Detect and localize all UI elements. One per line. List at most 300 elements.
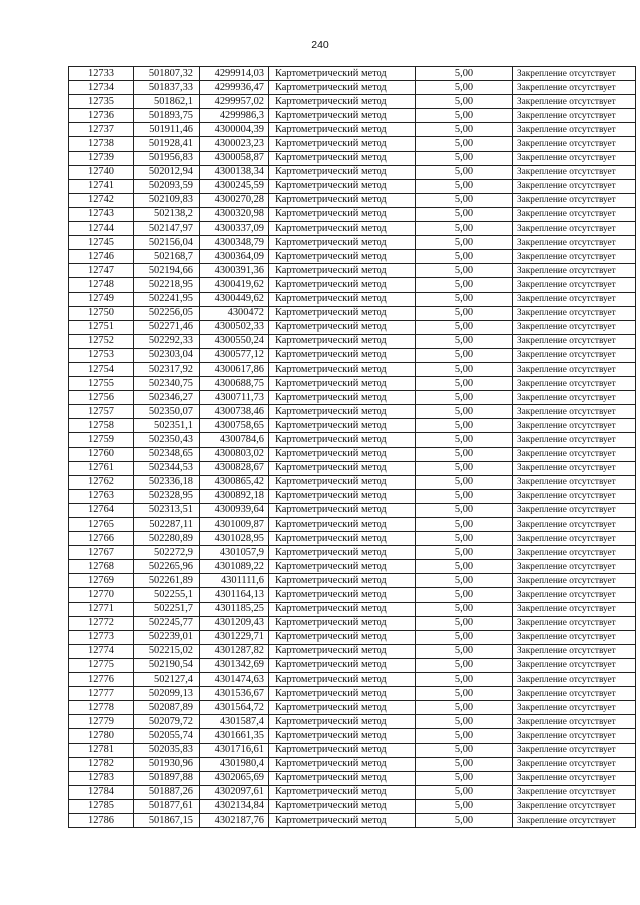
fixing-description-cell: Закрепление отсутствует (513, 137, 636, 151)
method-cell: Картометрический метод (269, 503, 416, 517)
method-cell: Картометрический метод (269, 729, 416, 743)
point-number-cell: 12786 (69, 813, 134, 827)
y-coordinate-cell: 4301164,13 (200, 588, 269, 602)
x-coordinate-cell: 502317,92 (134, 362, 200, 376)
point-number-cell: 12747 (69, 264, 134, 278)
y-coordinate-cell: 4301536,67 (200, 687, 269, 701)
method-cell: Картометрический метод (269, 588, 416, 602)
point-number-cell: 12734 (69, 81, 134, 95)
y-coordinate-cell: 4302065,69 (200, 771, 269, 785)
table-row (69, 630, 636, 644)
point-number-cell: 12737 (69, 123, 134, 137)
accuracy-cell: 5,00 (416, 701, 513, 715)
point-number-cell: 12736 (69, 109, 134, 123)
x-coordinate-cell: 502156,04 (134, 236, 200, 250)
accuracy-cell: 5,00 (416, 687, 513, 701)
fixing-description-cell: Закрепление отсутствует (513, 503, 636, 517)
y-coordinate-cell: 4300758,65 (200, 419, 269, 433)
table-row (69, 701, 636, 715)
x-coordinate-cell: 502012,94 (134, 165, 200, 179)
table-row (69, 743, 636, 757)
accuracy-cell: 5,00 (416, 574, 513, 588)
table-row (69, 222, 636, 236)
table-row (69, 616, 636, 630)
fixing-description-cell: Закрепление отсутствует (513, 701, 636, 715)
accuracy-cell: 5,00 (416, 673, 513, 687)
accuracy-cell: 5,00 (416, 250, 513, 264)
accuracy-cell: 5,00 (416, 419, 513, 433)
table-row (69, 109, 636, 123)
accuracy-cell: 5,00 (416, 377, 513, 391)
accuracy-cell: 5,00 (416, 518, 513, 532)
x-coordinate-cell: 502351,1 (134, 419, 200, 433)
x-coordinate-cell: 502344,53 (134, 461, 200, 475)
table-row (69, 151, 636, 165)
coordinates-table (68, 66, 636, 828)
method-cell: Картометрический метод (269, 95, 416, 109)
point-number-cell: 12765 (69, 518, 134, 532)
table-row (69, 433, 636, 447)
method-cell: Картометрический метод (269, 306, 416, 320)
accuracy-cell: 5,00 (416, 546, 513, 560)
y-coordinate-cell: 4301587,4 (200, 715, 269, 729)
x-coordinate-cell: 501807,32 (134, 67, 200, 81)
fixing-description-cell: Закрепление отсутствует (513, 67, 636, 81)
method-cell: Картометрический метод (269, 278, 416, 292)
table-row (69, 644, 636, 658)
y-coordinate-cell: 4300688,75 (200, 377, 269, 391)
y-coordinate-cell: 4300892,18 (200, 489, 269, 503)
fixing-description-cell: Закрепление отсутствует (513, 616, 636, 630)
x-coordinate-cell: 502261,89 (134, 574, 200, 588)
accuracy-cell: 5,00 (416, 799, 513, 813)
table-row (69, 348, 636, 362)
accuracy-cell: 5,00 (416, 151, 513, 165)
x-coordinate-cell: 501956,83 (134, 151, 200, 165)
point-number-cell: 12752 (69, 334, 134, 348)
method-cell: Картометрический метод (269, 771, 416, 785)
fixing-description-cell: Закрепление отсутствует (513, 222, 636, 236)
y-coordinate-cell: 4300023,23 (200, 137, 269, 151)
point-number-cell: 12763 (69, 489, 134, 503)
table-row (69, 813, 636, 827)
point-number-cell: 12785 (69, 799, 134, 813)
x-coordinate-cell: 502287,11 (134, 518, 200, 532)
x-coordinate-cell: 502348,65 (134, 447, 200, 461)
y-coordinate-cell: 4300364,09 (200, 250, 269, 264)
fixing-description-cell: Закрепление отсутствует (513, 95, 636, 109)
method-cell: Картометрический метод (269, 546, 416, 560)
accuracy-cell: 5,00 (416, 813, 513, 827)
table-row (69, 447, 636, 461)
y-coordinate-cell: 4300391,36 (200, 264, 269, 278)
x-coordinate-cell: 502328,95 (134, 489, 200, 503)
point-number-cell: 12784 (69, 785, 134, 799)
x-coordinate-cell: 502241,95 (134, 292, 200, 306)
y-coordinate-cell: 4299914,03 (200, 67, 269, 81)
table-row (69, 306, 636, 320)
accuracy-cell: 5,00 (416, 207, 513, 221)
x-coordinate-cell: 502218,95 (134, 278, 200, 292)
y-coordinate-cell: 4300865,42 (200, 475, 269, 489)
fixing-description-cell: Закрепление отсутствует (513, 489, 636, 503)
point-number-cell: 12755 (69, 377, 134, 391)
x-coordinate-cell: 502099,13 (134, 687, 200, 701)
fixing-description-cell: Закрепление отсутствует (513, 588, 636, 602)
x-coordinate-cell: 502239,01 (134, 630, 200, 644)
y-coordinate-cell: 4300270,28 (200, 193, 269, 207)
fixing-description-cell: Закрепление отсутствует (513, 785, 636, 799)
table-row (69, 377, 636, 391)
x-coordinate-cell: 502346,27 (134, 391, 200, 405)
accuracy-cell: 5,00 (416, 137, 513, 151)
point-number-cell: 12753 (69, 348, 134, 362)
table-row (69, 602, 636, 616)
method-cell: Картометрический метод (269, 757, 416, 771)
y-coordinate-cell: 4300449,62 (200, 292, 269, 306)
point-number-cell: 12767 (69, 546, 134, 560)
method-cell: Картометрический метод (269, 165, 416, 179)
point-number-cell: 12782 (69, 757, 134, 771)
y-coordinate-cell: 4300348,79 (200, 236, 269, 250)
fixing-description-cell: Закрепление отсутствует (513, 320, 636, 334)
method-cell: Картометрический метод (269, 222, 416, 236)
fixing-description-cell: Закрепление отсутствует (513, 236, 636, 250)
x-coordinate-cell: 502138,2 (134, 207, 200, 221)
y-coordinate-cell: 4300472 (200, 306, 269, 320)
table-row (69, 165, 636, 179)
y-coordinate-cell: 4300939,64 (200, 503, 269, 517)
x-coordinate-cell: 502035,83 (134, 743, 200, 757)
point-number-cell: 12780 (69, 729, 134, 743)
method-cell: Картометрический метод (269, 348, 416, 362)
point-number-cell: 12774 (69, 644, 134, 658)
method-cell: Картометрический метод (269, 743, 416, 757)
point-number-cell: 12751 (69, 320, 134, 334)
accuracy-cell: 5,00 (416, 461, 513, 475)
method-cell: Картометрический метод (269, 405, 416, 419)
fixing-description-cell: Закрепление отсутствует (513, 602, 636, 616)
point-number-cell: 12775 (69, 658, 134, 672)
x-coordinate-cell: 502350,07 (134, 405, 200, 419)
table-row (69, 799, 636, 813)
y-coordinate-cell: 4301089,22 (200, 560, 269, 574)
method-cell: Картометрический метод (269, 785, 416, 799)
fixing-description-cell: Закрепление отсутствует (513, 250, 636, 264)
table-row (69, 757, 636, 771)
fixing-description-cell: Закрепление отсутствует (513, 278, 636, 292)
accuracy-cell: 5,00 (416, 616, 513, 630)
method-cell: Картометрический метод (269, 109, 416, 123)
table-row (69, 489, 636, 503)
method-cell: Картометрический метод (269, 137, 416, 151)
point-number-cell: 12762 (69, 475, 134, 489)
point-number-cell: 12742 (69, 193, 134, 207)
accuracy-cell: 5,00 (416, 433, 513, 447)
x-coordinate-cell: 502313,51 (134, 503, 200, 517)
method-cell: Картометрический метод (269, 461, 416, 475)
method-cell: Картометрический метод (269, 67, 416, 81)
x-coordinate-cell: 502251,7 (134, 602, 200, 616)
fixing-description-cell: Закрепление отсутствует (513, 391, 636, 405)
point-number-cell: 12745 (69, 236, 134, 250)
accuracy-cell: 5,00 (416, 236, 513, 250)
table-row (69, 123, 636, 137)
y-coordinate-cell: 4300577,12 (200, 348, 269, 362)
method-cell: Картометрический метод (269, 433, 416, 447)
point-number-cell: 12781 (69, 743, 134, 757)
fixing-description-cell: Закрепление отсутствует (513, 673, 636, 687)
accuracy-cell: 5,00 (416, 391, 513, 405)
accuracy-cell: 5,00 (416, 362, 513, 376)
table-row (69, 362, 636, 376)
accuracy-cell: 5,00 (416, 405, 513, 419)
fixing-description-cell: Закрепление отсутствует (513, 179, 636, 193)
x-coordinate-cell: 502055,74 (134, 729, 200, 743)
x-coordinate-cell: 501930,96 (134, 757, 200, 771)
accuracy-cell: 5,00 (416, 292, 513, 306)
x-coordinate-cell: 501893,75 (134, 109, 200, 123)
x-coordinate-cell: 501862,1 (134, 95, 200, 109)
point-number-cell: 12756 (69, 391, 134, 405)
table-row (69, 518, 636, 532)
point-number-cell: 12768 (69, 560, 134, 574)
method-cell: Картометрический метод (269, 574, 416, 588)
fixing-description-cell: Закрепление отсутствует (513, 461, 636, 475)
x-coordinate-cell: 502271,46 (134, 320, 200, 334)
method-cell: Картометрический метод (269, 250, 416, 264)
method-cell: Картометрический метод (269, 813, 416, 827)
y-coordinate-cell: 4300803,02 (200, 447, 269, 461)
y-coordinate-cell: 4301111,6 (200, 574, 269, 588)
accuracy-cell: 5,00 (416, 785, 513, 799)
table-row (69, 461, 636, 475)
point-number-cell: 12771 (69, 602, 134, 616)
fixing-description-cell: Закрепление отсутствует (513, 123, 636, 137)
table-row (69, 320, 636, 334)
fixing-description-cell: Закрепление отсутствует (513, 574, 636, 588)
table-row (69, 503, 636, 517)
accuracy-cell: 5,00 (416, 644, 513, 658)
y-coordinate-cell: 4300711,73 (200, 391, 269, 405)
method-cell: Картометрический метод (269, 475, 416, 489)
y-coordinate-cell: 4301980,4 (200, 757, 269, 771)
fixing-description-cell: Закрепление отсутствует (513, 264, 636, 278)
point-number-cell: 12772 (69, 616, 134, 630)
method-cell: Картометрический метод (269, 362, 416, 376)
fixing-description-cell: Закрепление отсутствует (513, 799, 636, 813)
table-row (69, 785, 636, 799)
point-number-cell: 12777 (69, 687, 134, 701)
y-coordinate-cell: 4300058,87 (200, 151, 269, 165)
x-coordinate-cell: 501911,46 (134, 123, 200, 137)
accuracy-cell: 5,00 (416, 334, 513, 348)
y-coordinate-cell: 4300502,33 (200, 320, 269, 334)
point-number-cell: 12776 (69, 673, 134, 687)
y-coordinate-cell: 4301716,61 (200, 743, 269, 757)
method-cell: Картометрический метод (269, 715, 416, 729)
accuracy-cell: 5,00 (416, 95, 513, 109)
point-number-cell: 12743 (69, 207, 134, 221)
x-coordinate-cell: 501897,88 (134, 771, 200, 785)
table-row (69, 560, 636, 574)
accuracy-cell: 5,00 (416, 602, 513, 616)
method-cell: Картометрический метод (269, 81, 416, 95)
table-row (69, 292, 636, 306)
y-coordinate-cell: 4300138,34 (200, 165, 269, 179)
fixing-description-cell: Закрепление отсутствует (513, 377, 636, 391)
point-number-cell: 12738 (69, 137, 134, 151)
table-row (69, 715, 636, 729)
accuracy-cell: 5,00 (416, 81, 513, 95)
fixing-description-cell: Закрепление отсутствует (513, 306, 636, 320)
y-coordinate-cell: 4301474,63 (200, 673, 269, 687)
x-coordinate-cell: 502265,96 (134, 560, 200, 574)
y-coordinate-cell: 4301342,69 (200, 658, 269, 672)
fixing-description-cell: Закрепление отсутствует (513, 193, 636, 207)
y-coordinate-cell: 4300784,6 (200, 433, 269, 447)
x-coordinate-cell: 502147,97 (134, 222, 200, 236)
table-row (69, 419, 636, 433)
method-cell: Картометрический метод (269, 123, 416, 137)
accuracy-cell: 5,00 (416, 278, 513, 292)
fixing-description-cell: Закрепление отсутствует (513, 757, 636, 771)
accuracy-cell: 5,00 (416, 320, 513, 334)
method-cell: Картометрический метод (269, 179, 416, 193)
x-coordinate-cell: 502303,04 (134, 348, 200, 362)
accuracy-cell: 5,00 (416, 475, 513, 489)
fixing-description-cell: Закрепление отсутствует (513, 715, 636, 729)
fixing-description-cell: Закрепление отсутствует (513, 518, 636, 532)
method-cell: Картометрический метод (269, 560, 416, 574)
point-number-cell: 12778 (69, 701, 134, 715)
x-coordinate-cell: 502109,83 (134, 193, 200, 207)
accuracy-cell: 5,00 (416, 193, 513, 207)
method-cell: Картометрический метод (269, 419, 416, 433)
x-coordinate-cell: 502340,75 (134, 377, 200, 391)
fixing-description-cell: Закрепление отсутствует (513, 433, 636, 447)
point-number-cell: 12750 (69, 306, 134, 320)
point-number-cell: 12735 (69, 95, 134, 109)
y-coordinate-cell: 4300320,98 (200, 207, 269, 221)
accuracy-cell: 5,00 (416, 588, 513, 602)
fixing-description-cell: Закрепление отсутствует (513, 207, 636, 221)
table-row (69, 334, 636, 348)
table-body (69, 67, 636, 828)
table-row (69, 264, 636, 278)
y-coordinate-cell: 4301057,9 (200, 546, 269, 560)
y-coordinate-cell: 4300245,59 (200, 179, 269, 193)
x-coordinate-cell: 502280,89 (134, 532, 200, 546)
method-cell: Картометрический метод (269, 264, 416, 278)
x-coordinate-cell: 502079,72 (134, 715, 200, 729)
table-row (69, 588, 636, 602)
point-number-cell: 12783 (69, 771, 134, 785)
table-row (69, 81, 636, 95)
point-number-cell: 12744 (69, 222, 134, 236)
fixing-description-cell: Закрепление отсутствует (513, 532, 636, 546)
x-coordinate-cell: 502256,05 (134, 306, 200, 320)
method-cell: Картометрический метод (269, 207, 416, 221)
y-coordinate-cell: 4301229,71 (200, 630, 269, 644)
method-cell: Картометрический метод (269, 616, 416, 630)
table-row (69, 475, 636, 489)
x-coordinate-cell: 502127,4 (134, 673, 200, 687)
y-coordinate-cell: 4301185,25 (200, 602, 269, 616)
page-number: 240 (311, 39, 329, 51)
fixing-description-cell: Закрепление отсутствует (513, 560, 636, 574)
table-row (69, 250, 636, 264)
fixing-description-cell: Закрепление отсутствует (513, 546, 636, 560)
x-coordinate-cell: 502255,1 (134, 588, 200, 602)
y-coordinate-cell: 4301009,87 (200, 518, 269, 532)
table-row (69, 193, 636, 207)
method-cell: Картометрический метод (269, 377, 416, 391)
table-row (69, 207, 636, 221)
method-cell: Картометрический метод (269, 292, 416, 306)
x-coordinate-cell: 501887,26 (134, 785, 200, 799)
accuracy-cell: 5,00 (416, 123, 513, 137)
point-number-cell: 12740 (69, 165, 134, 179)
accuracy-cell: 5,00 (416, 757, 513, 771)
point-number-cell: 12748 (69, 278, 134, 292)
fixing-description-cell: Закрепление отсутствует (513, 151, 636, 165)
point-number-cell: 12764 (69, 503, 134, 517)
y-coordinate-cell: 4301661,35 (200, 729, 269, 743)
method-cell: Картометрический метод (269, 320, 416, 334)
x-coordinate-cell: 502272,9 (134, 546, 200, 560)
fixing-description-cell: Закрепление отсутствует (513, 81, 636, 95)
accuracy-cell: 5,00 (416, 729, 513, 743)
x-coordinate-cell: 501837,33 (134, 81, 200, 95)
x-coordinate-cell: 502190,54 (134, 658, 200, 672)
fixing-description-cell: Закрепление отсутствует (513, 419, 636, 433)
fixing-description-cell: Закрепление отсутствует (513, 292, 636, 306)
y-coordinate-cell: 4302134,84 (200, 799, 269, 813)
fixing-description-cell: Закрепление отсутствует (513, 348, 636, 362)
y-coordinate-cell: 4300004,39 (200, 123, 269, 137)
table-row (69, 729, 636, 743)
fixing-description-cell: Закрепление отсутствует (513, 687, 636, 701)
y-coordinate-cell: 4299957,02 (200, 95, 269, 109)
accuracy-cell: 5,00 (416, 743, 513, 757)
method-cell: Картометрический метод (269, 630, 416, 644)
table-row (69, 574, 636, 588)
fixing-description-cell: Закрепление отсутствует (513, 165, 636, 179)
accuracy-cell: 5,00 (416, 447, 513, 461)
accuracy-cell: 5,00 (416, 560, 513, 574)
table-row (69, 179, 636, 193)
accuracy-cell: 5,00 (416, 715, 513, 729)
y-coordinate-cell: 4299986,3 (200, 109, 269, 123)
accuracy-cell: 5,00 (416, 658, 513, 672)
point-number-cell: 12766 (69, 532, 134, 546)
fixing-description-cell: Закрепление отсутствует (513, 475, 636, 489)
accuracy-cell: 5,00 (416, 222, 513, 236)
fixing-description-cell: Закрепление отсутствует (513, 644, 636, 658)
x-coordinate-cell: 502336,18 (134, 475, 200, 489)
fixing-description-cell: Закрепление отсутствует (513, 362, 636, 376)
point-number-cell: 12773 (69, 630, 134, 644)
fixing-description-cell: Закрепление отсутствует (513, 630, 636, 644)
table-row (69, 771, 636, 785)
point-number-cell: 12757 (69, 405, 134, 419)
x-coordinate-cell: 502292,33 (134, 334, 200, 348)
method-cell: Картометрический метод (269, 658, 416, 672)
x-coordinate-cell: 502087,89 (134, 701, 200, 715)
method-cell: Картометрический метод (269, 151, 416, 165)
method-cell: Картометрический метод (269, 193, 416, 207)
